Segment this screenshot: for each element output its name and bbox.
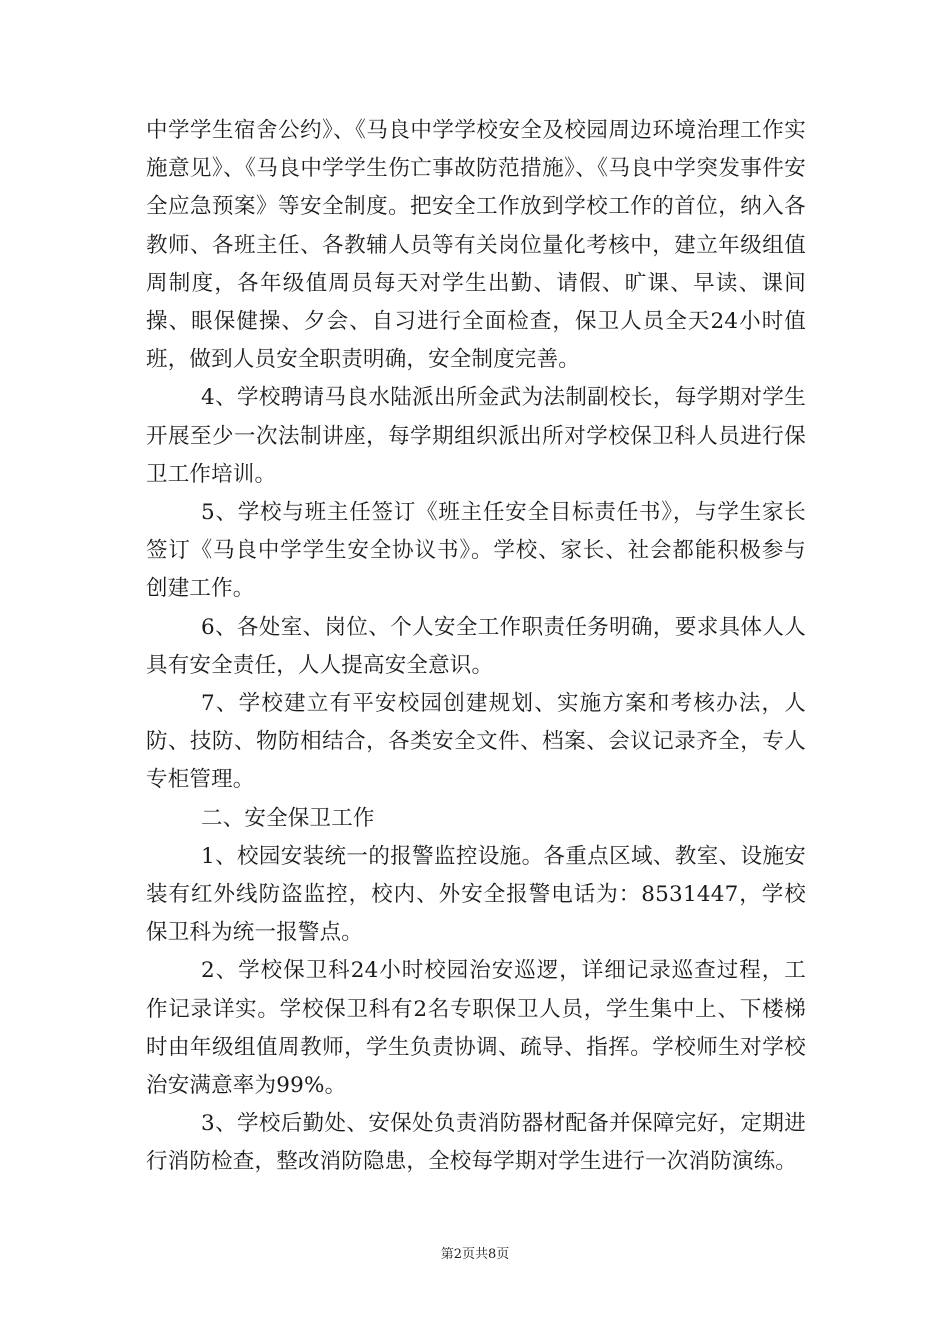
- paragraph-item-6: 6、各处室、岗位、个人安全工作职责任务明确，要求具体人人具有安全责任，人人提高安全意识。: [146, 614, 806, 678]
- paragraph-item-4: 4、学校聘请马良水陆派出所金武为法制副校长，每学期对学生开展至少一次法制讲座，每学期组织派出所对学校保卫科人员进行保卫工作培训。: [146, 385, 806, 487]
- page-footer: [0, 1247, 950, 1263]
- paragraph-security-2: 2、学校保卫科24小时校园治安巡逻，详细记录巡查过程，工作记录详实。学校保卫科有2名专职保卫人员，学生集中上、下楼梯时由年级组值周教师，学生负责协调、疏导、指挥。学校师生对学校治安满意率为99%。: [146, 958, 806, 1099]
- paragraph-continuation: 中学学生宿舍公约》、《马良中学学校安全及校园周边环境治理工作实施意见》、《马良中学学生伤亡事故防范措施》、《马良中学突发事件安全应急预案》等安全制度。把安全工作放到学校工作的首位，纳入各教师、各班主任、各教辅人员等有关岗位量化考核中，建立年级组值周制度，各年级值周员每天对学生出勤、请假、旷课、早读、课间操、眼保健操、夕会、自习进行全面检查，保卫人员全天24小时值班，做到人员安全职责明确，安全制度完善。: [146, 118, 806, 373]
- paragraph-security-1: 1、校园安装统一的报警监控设施。各重点区域、教室、设施安装有红外线防盗监控，校内、外安全报警电话为：8531447，学校保卫科为统一报警点。: [146, 843, 806, 946]
- section-heading: 二、安全保卫工作: [201, 805, 375, 831]
- page-number: 第2页共8页: [440, 1247, 510, 1262]
- paragraph-item-5: 5、学校与班主任签订《班主任安全目标责任书》，与学生家长签订《马良中学学生安全协议书》。学校、家长、社会都能积极参与创建工作。: [146, 500, 806, 602]
- paragraph-item-7: 7、学校建立有平安校园创建规划、实施方案和考核办法，人防、技防、物防相结合，各类安全文件、档案、会议记录齐全，专人专柜管理。: [146, 691, 806, 793]
- document-body: [146, 112, 806, 1182]
- paragraph-security-3: 3、学校后勤处、安保处负责消防器材配备并保障完好，定期进行消防检查，整改消防隐患，全校每学期对学生进行一次消防演练。: [146, 1111, 806, 1175]
